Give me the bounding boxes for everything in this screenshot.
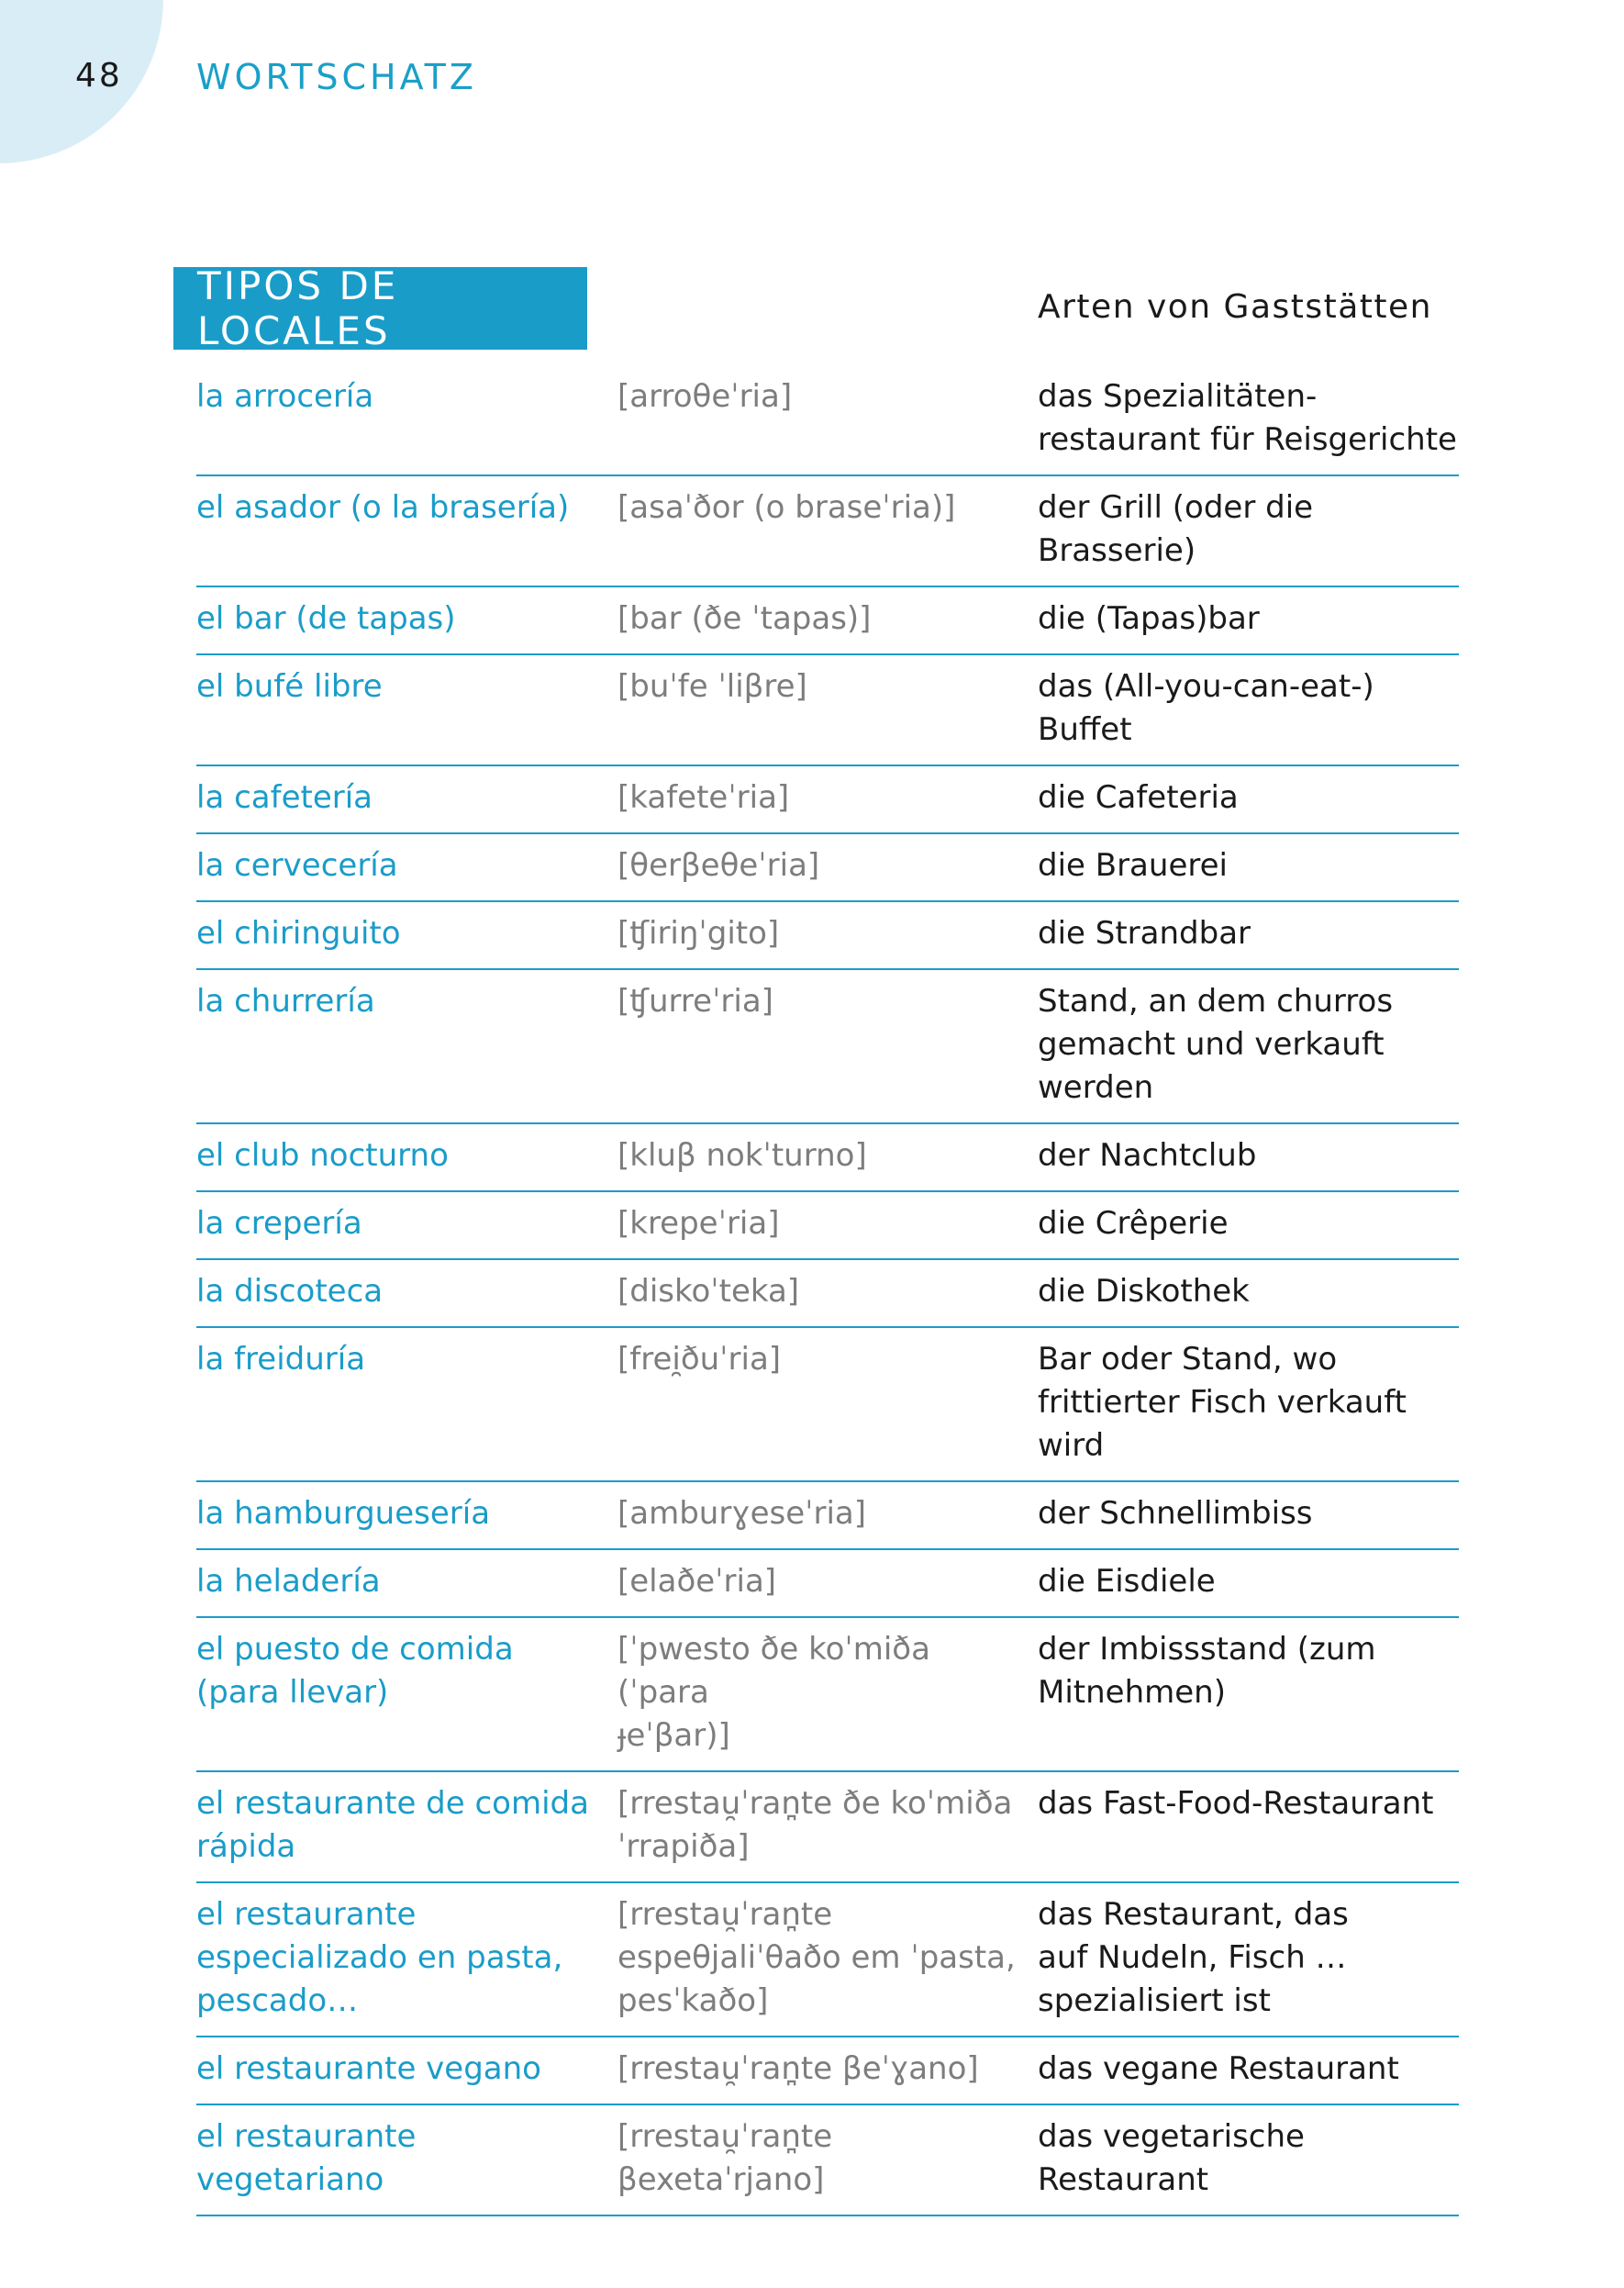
spanish-term: el bufé libre [196, 668, 383, 705]
spanish-term: la cafetería [196, 779, 373, 816]
german-translation: der Schnellimbiss [1038, 1495, 1313, 1532]
vocab-row [196, 2105, 1459, 2216]
german-translation: Stand, an dem churros gemacht und verkauft werden [1038, 983, 1394, 1106]
vocab-row [196, 970, 1459, 1124]
pronunciation: [arroθeˈria] [617, 378, 793, 415]
german-translation: die Eisdiele [1038, 1563, 1216, 1600]
vocab-row [196, 1260, 1459, 1328]
german-translation: die Diskothek [1038, 1273, 1250, 1310]
pronunciation: [ʧurreˈria] [617, 983, 773, 1020]
spanish-term: la arrocería [196, 378, 374, 415]
vocab-row [196, 1124, 1459, 1192]
spanish-term: el bar (de tapas) [196, 600, 456, 637]
vocab-row [196, 1550, 1459, 1618]
pronunciation: [rrestau̯ˈran̪te espeθjaliˈθaðo em ˈpasta, pesˈkaðo] [617, 1896, 1016, 2019]
pronunciation: [buˈfe ˈliβre] [617, 668, 807, 705]
german-translation: das (All-you-can-eat-) Buffet [1038, 668, 1374, 748]
page-number: 48 [75, 57, 123, 95]
german-translation: der Nachtclub [1038, 1137, 1257, 1174]
german-translation: das vegetarische Restaurant [1038, 2118, 1305, 2198]
pronunciation: [amburɣeseˈria] [617, 1495, 867, 1532]
german-translation: der Imbissstand (zum Mitnehmen) [1038, 1631, 1376, 1711]
spanish-term: la hamburguesería [196, 1495, 491, 1532]
spanish-term: el puesto de comida (para llevar) [196, 1631, 514, 1711]
pronunciation: [krepeˈria] [617, 1205, 780, 1242]
spanish-term: el restaurante vegano [196, 2050, 541, 2087]
spanish-term: el club nocturno [196, 1137, 449, 1174]
spanish-term: la churrería [196, 983, 375, 1020]
german-translation: die Crêperie [1038, 1205, 1229, 1242]
pronunciation: [θerβeθeˈria] [617, 847, 820, 884]
spanish-term: el restaurante especializado en pasta, pescado… [196, 1896, 563, 2019]
pronunciation: [asaˈðor (o braseˈria)] [617, 489, 956, 526]
vocab-row [196, 1482, 1459, 1550]
spanish-term: el restaurante vegetariano [196, 2118, 417, 2198]
german-translation: die Strandbar [1038, 915, 1251, 952]
vocabulary-table [196, 365, 1459, 2216]
pronunciation: [ʧiriŋˈgito] [617, 915, 780, 952]
vocab-row [196, 902, 1459, 970]
vocab-row [196, 1772, 1459, 1883]
section-title: WORTSCHATZ [196, 57, 477, 97]
vocab-row [196, 2037, 1459, 2105]
spanish-term: la cervecería [196, 847, 398, 884]
spanish-term: la discoteca [196, 1273, 384, 1310]
german-translation: die (Tapas)bar [1038, 600, 1260, 637]
vocab-row [196, 1328, 1459, 1482]
vocab-row [196, 766, 1459, 834]
vocab-row [196, 476, 1459, 587]
spanish-term: la freiduría [196, 1341, 366, 1378]
german-translation: die Cafeteria [1038, 779, 1239, 816]
pronunciation: [frei̯ðuˈria] [617, 1341, 782, 1378]
heading-german: Arten von Gaststätten [1038, 288, 1432, 326]
pronunciation: [kluβ nokˈturno] [617, 1137, 867, 1174]
pronunciation: [rrestau̯ˈran̪te ðe koˈmiða ˈrrapiða] [617, 1785, 1013, 1865]
heading-spanish-text: TIPOS DE LOCALES [197, 263, 399, 353]
vocab-row [196, 834, 1459, 902]
pronunciation: [diskoˈteka] [617, 1273, 800, 1310]
german-translation: das vegane Restaurant [1038, 2050, 1399, 2087]
pronunciation: [rrestau̯ˈran̪te βexetaˈrjano] [617, 2118, 833, 2198]
pronunciation: [bar (ðe ˈtapas)] [617, 600, 872, 637]
pronunciation: [kafeteˈria] [617, 779, 790, 816]
spanish-term: el asador (o la brasería) [196, 489, 570, 526]
pronunciation: [elaðeˈria] [617, 1563, 777, 1600]
german-translation: das Fast-Food-Restaurant [1038, 1785, 1434, 1822]
vocab-row [196, 1192, 1459, 1260]
german-translation: das Spezialitäten- restaurant für Reisgerichte [1038, 378, 1457, 458]
german-translation: das Restaurant, das auf Nudeln, Fisch … spezialisiert ist [1038, 1896, 1349, 2019]
german-translation: die Brauerei [1038, 847, 1228, 884]
spanish-term: la crepería [196, 1205, 362, 1242]
vocab-row [196, 365, 1459, 476]
german-translation: Bar oder Stand, wo frittierter Fisch verkauft wird [1038, 1341, 1407, 1464]
spanish-term: la heladería [196, 1563, 381, 1600]
pronunciation: [ˈpwesto ðe koˈmiða (ˈpara ɟeˈβar)] [617, 1631, 930, 1754]
spanish-term: el chiringuito [196, 915, 401, 952]
pronunciation: [rrestau̯ˈran̪te βeˈɣano] [617, 2050, 979, 2087]
vocab-row [196, 587, 1459, 655]
vocab-row [196, 1883, 1459, 2037]
vocab-row [196, 1618, 1459, 1772]
spanish-term: el restaurante de comida rápida [196, 1785, 589, 1865]
german-translation: der Grill (oder die Brasserie) [1038, 489, 1314, 569]
heading-spanish [173, 263, 587, 353]
vocab-row [196, 655, 1459, 766]
